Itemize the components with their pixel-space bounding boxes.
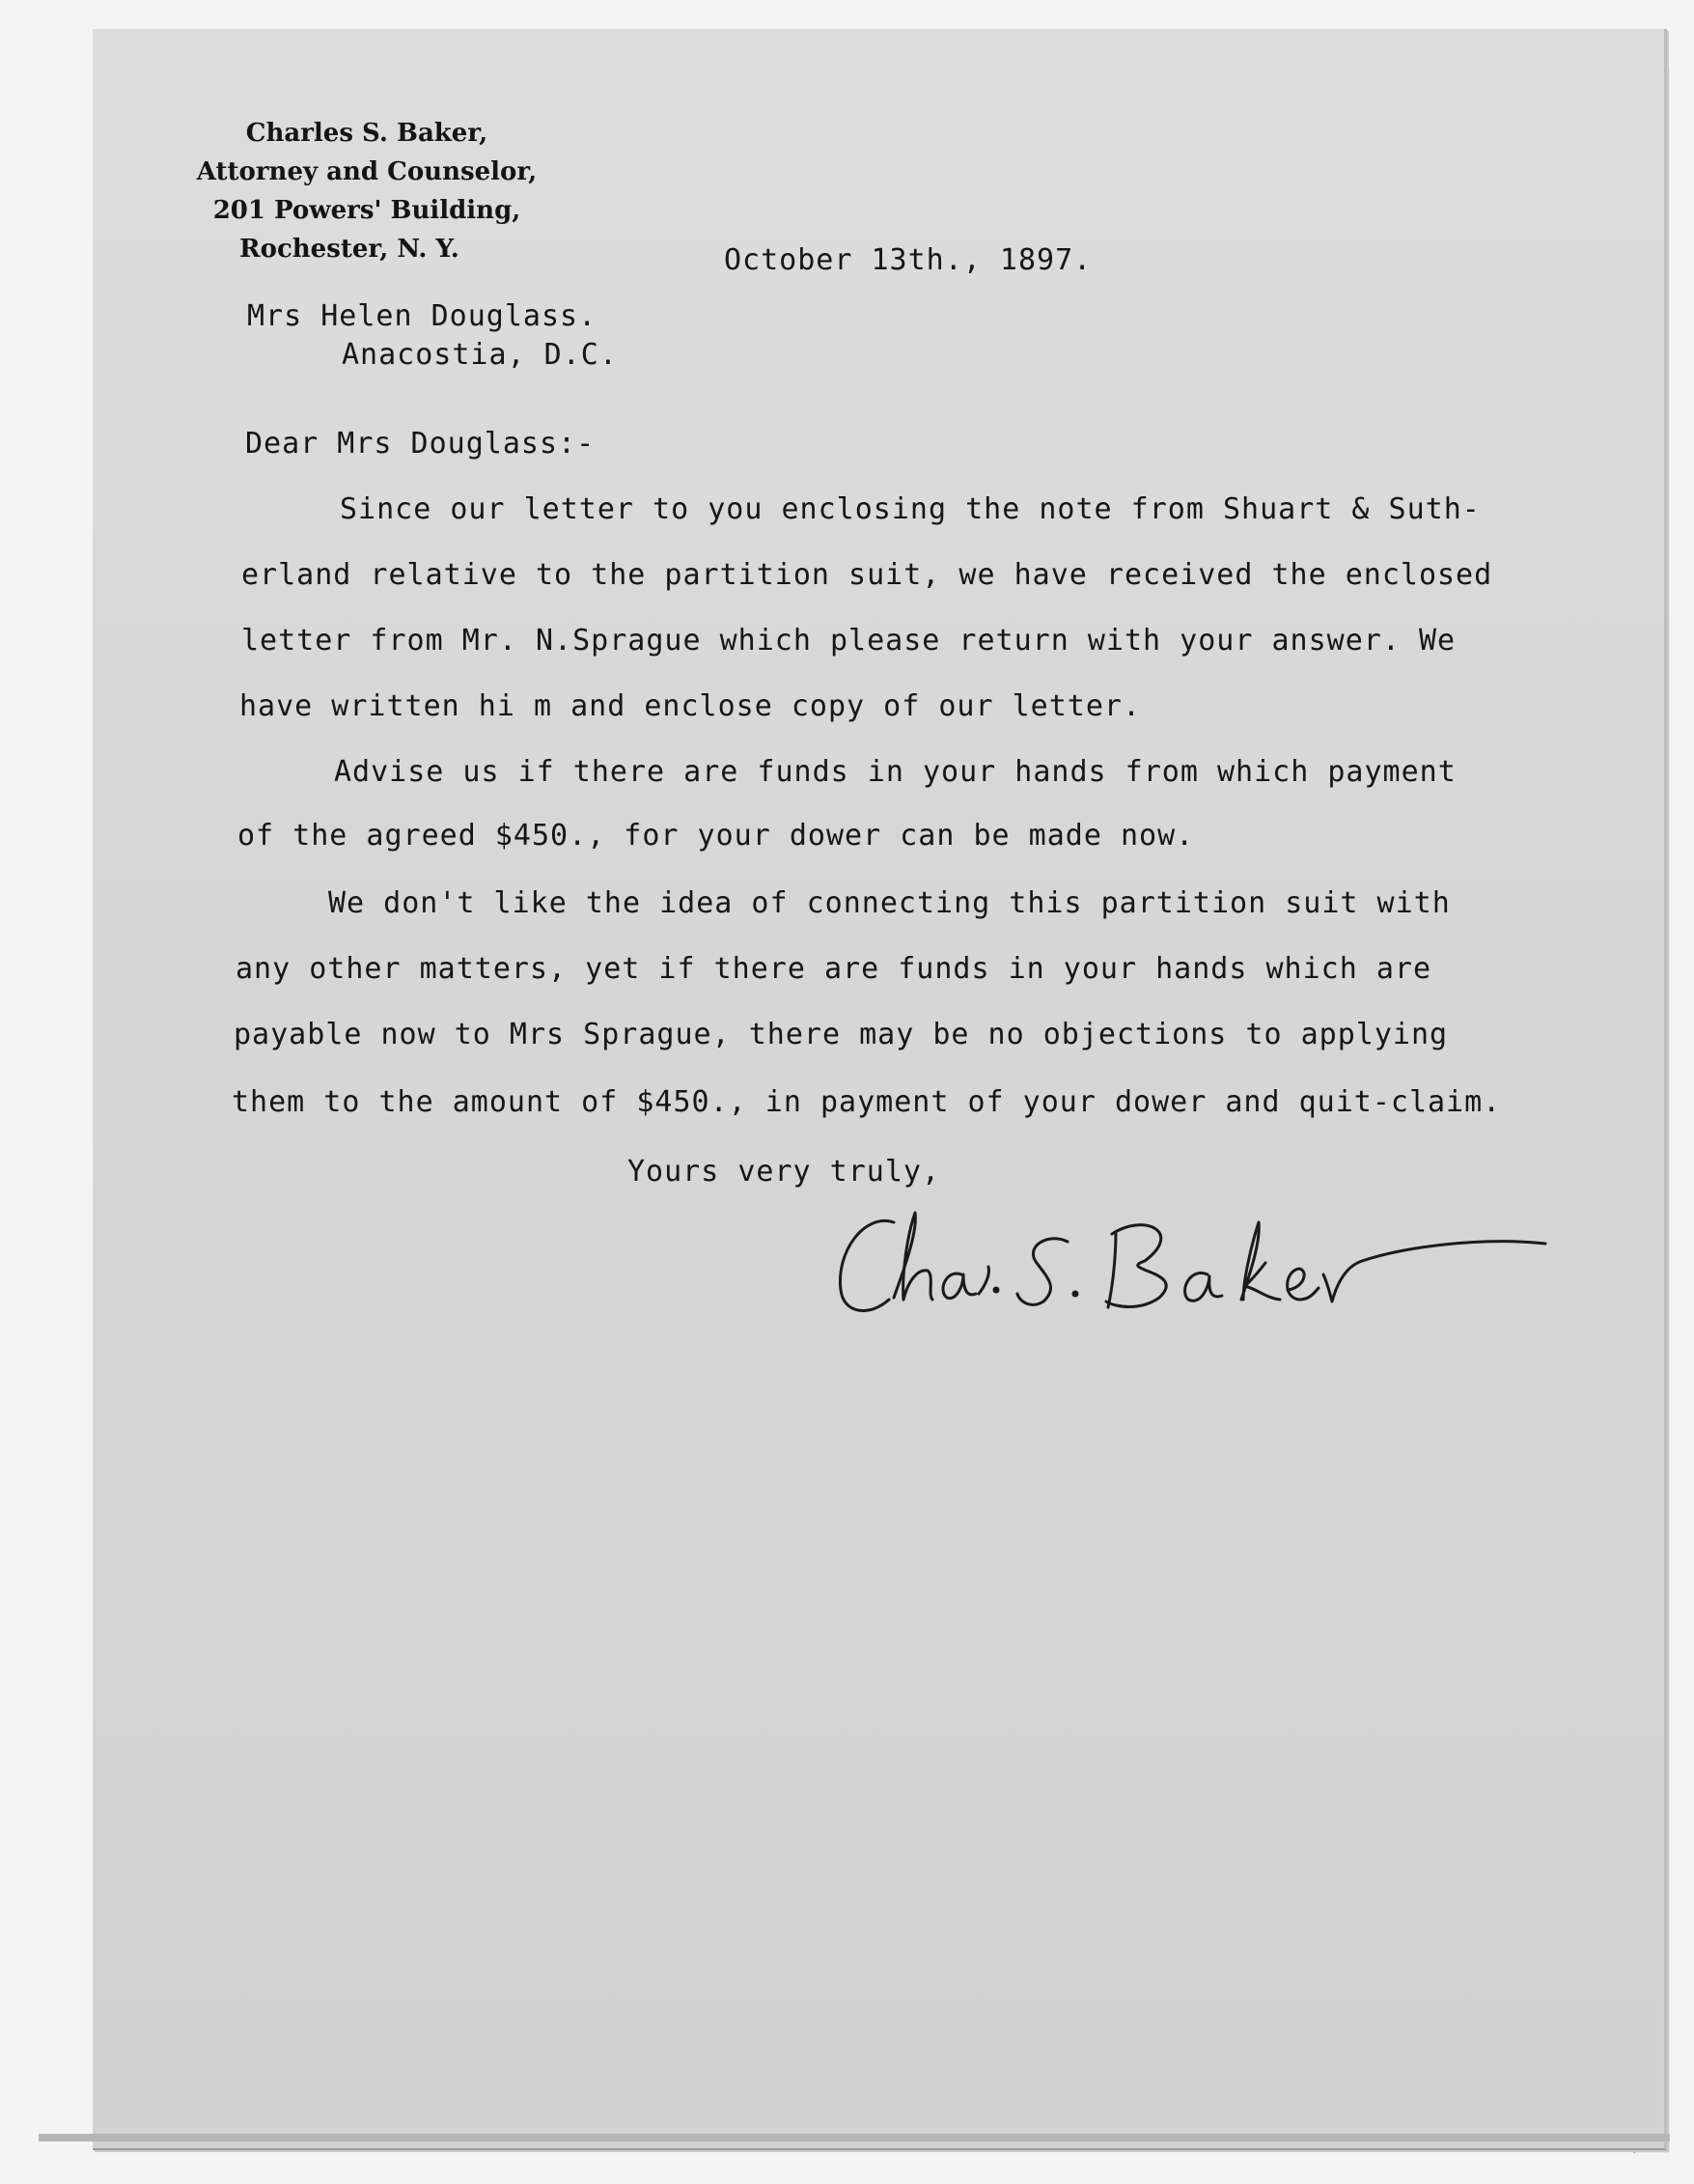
body-line: Since our letter to you enclosing the note from Shuart & Suth- [340, 492, 1481, 526]
body-line: them to the amount of $450., in payment of your dower and quit-claim. [232, 1085, 1502, 1119]
body-line: payable now to Mrs Sprague, there may be no objections to applying [234, 1018, 1449, 1051]
body-line: erland relative to the partition suit, we have received the enclosed [241, 558, 1493, 592]
handwritten-signature [826, 1193, 1560, 1338]
body-line: Advise us if there are funds in your hands from which payment [334, 755, 1457, 789]
salutation: Dear Mrs Douglass:- [245, 427, 596, 461]
letterhead-city: Rochester, N. Y. [239, 235, 459, 264]
letter-date: October 13th., 1897. [724, 243, 1093, 277]
body-line: We don't like the idea of connecting this partition suit with [328, 886, 1451, 920]
letterhead-address: 201 Powers' Building, [212, 196, 521, 225]
paper-bottom-edge [39, 2134, 1670, 2142]
body-line: any other matters, yet if there are funds in your hands which are [236, 952, 1431, 986]
letterhead-title: Attorney and Counselor, [196, 157, 538, 186]
letterhead-name: Charles S. Baker, [245, 119, 488, 148]
letterhead [164, 114, 569, 268]
closing: Yours very truly, [627, 1155, 941, 1189]
body-line: letter from Mr. N.Sprague which please return with your answer. We [241, 624, 1457, 658]
recipient-place: Anacostia, D.C. [342, 338, 618, 372]
body-line: have written hi m and enclose copy of our letter. [239, 689, 1142, 723]
body-line: of the agreed $450., for your dower can be made now. [237, 819, 1195, 853]
recipient-name: Mrs Helen Douglass. [247, 299, 597, 333]
